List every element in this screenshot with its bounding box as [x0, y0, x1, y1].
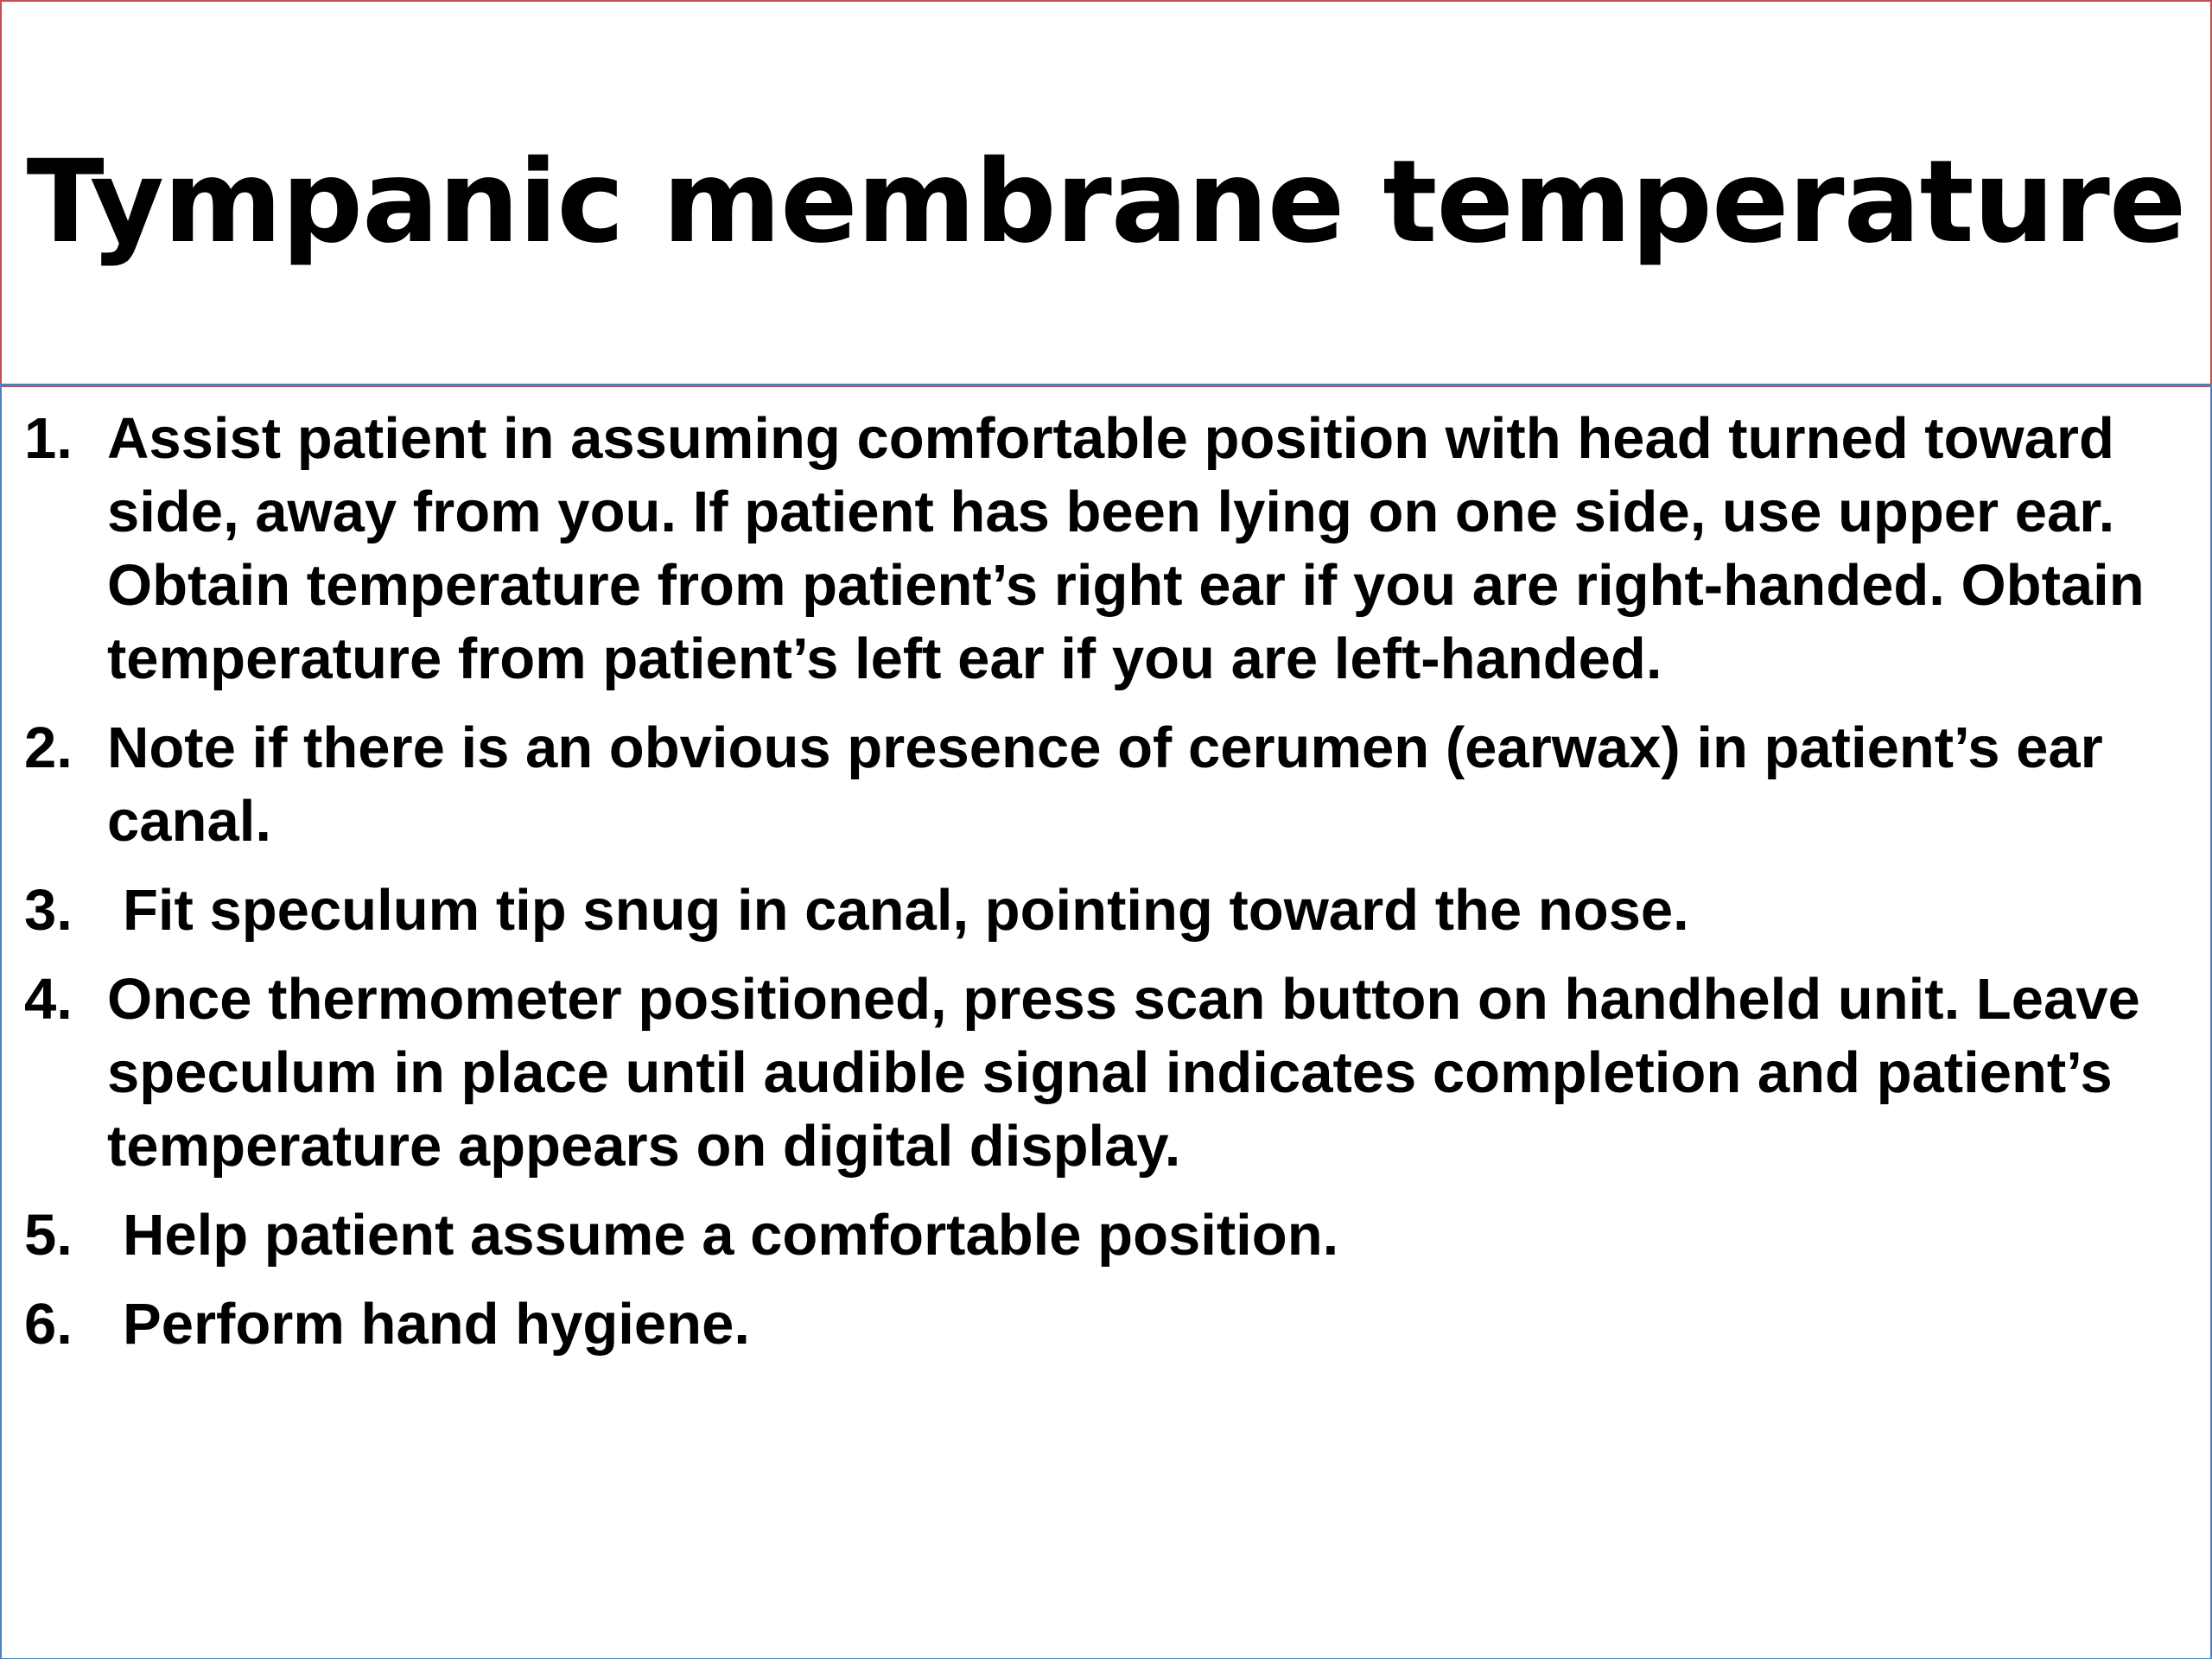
step-number: 2.	[24, 715, 73, 780]
step-number: 1.	[24, 406, 73, 471]
step-number: 6.	[24, 1292, 73, 1357]
steps-list	[2, 386, 2210, 1361]
step-item	[24, 963, 2186, 1183]
step-text: Assist patient in assuming comfortable position with head turned toward side, away from you. If patient has been lying on one side, use upper ear. Obtain temperature from patient’s right ear if you are right-handed. Obtain temperature from patient’s left ear if you are left-handed.	[107, 406, 2145, 691]
step-text: Perform hand hygiene.	[123, 1292, 750, 1357]
step-number: 5.	[24, 1203, 73, 1268]
title-placeholder	[0, 0, 2212, 387]
step-item	[24, 1287, 2186, 1361]
content-placeholder	[0, 384, 2212, 1659]
step-item	[24, 711, 2186, 858]
step-item	[24, 874, 2186, 947]
slide-title: Tympanic membrane temperature	[26, 136, 2186, 269]
step-number: 4.	[24, 967, 73, 1032]
step-text: Once thermometer positioned, press scan button on handheld unit. Leave speculum in place until audible signal indicates completion and patient’s temperature appears on digital display.	[107, 967, 2140, 1179]
step-item	[24, 1198, 2186, 1272]
step-number: 3.	[24, 878, 73, 943]
step-item	[24, 402, 2186, 696]
step-text: Note if there is an obvious presence of cerumen (earwax) in patient’s ear canal.	[107, 715, 2103, 854]
step-text: Fit speculum tip snug in canal, pointing toward the nose.	[123, 878, 1689, 943]
step-text: Help patient assume a comfortable position.	[123, 1203, 1339, 1268]
